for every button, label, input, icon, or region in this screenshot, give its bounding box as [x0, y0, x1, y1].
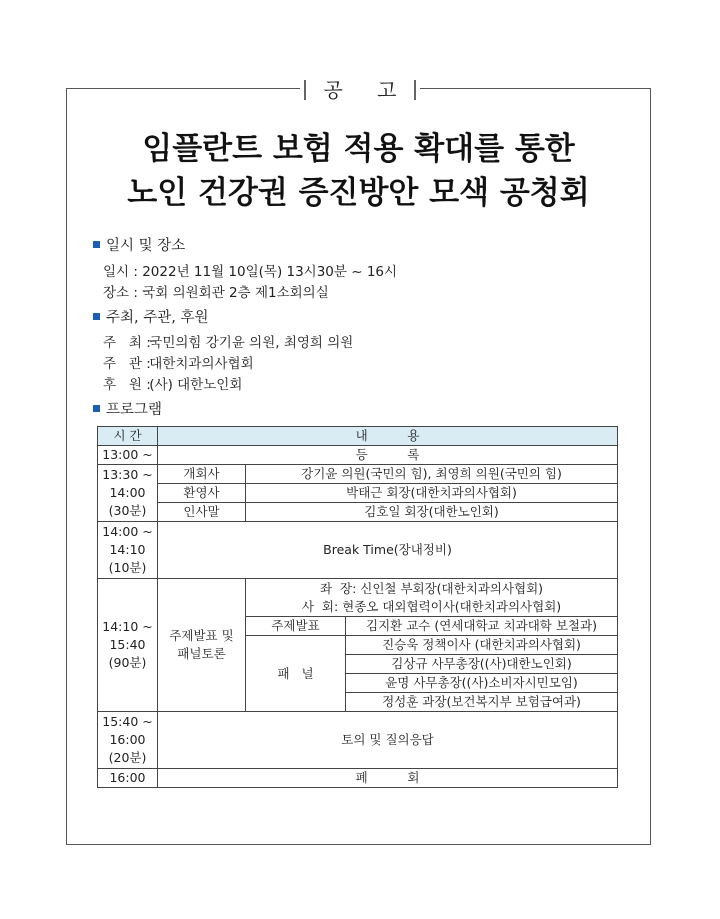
topic-label: 주제발표	[246, 617, 346, 636]
title-line-1: 임플란트 보험 적용 확대를 통한	[142, 131, 575, 167]
row-registration-time: 13:00 ~	[98, 446, 158, 465]
date-value: 2022년 11월 10일(목) 13시30분 ~ 16시	[142, 264, 398, 280]
host-line	[103, 331, 353, 351]
section-heading-text: 프로그램	[106, 402, 163, 418]
panel-member: 정성훈 과장(보건복지부 보험급여과)	[346, 693, 618, 712]
host-value: 국민의힘 강기윤 의원, 최영희 의원	[149, 335, 354, 351]
date-line	[103, 260, 397, 280]
organizer-line	[103, 352, 254, 372]
session-title: 주제발표 및 패널토론	[158, 579, 246, 712]
program-table	[97, 426, 618, 788]
sponsor-value: (사) 대한노인회	[149, 377, 243, 393]
bullet-square-icon	[93, 405, 100, 412]
panel-member: 윤명 사무총장((사)소비자시민모임)	[346, 674, 618, 693]
opening-role: 개회사	[158, 465, 246, 484]
row-closing-time: 16:00	[98, 769, 158, 788]
session-chair: 좌 장: 신인철 부회장(대한치과의사협회)	[319, 580, 544, 596]
section-host-heading	[93, 306, 208, 327]
section-datetime-heading	[93, 234, 185, 255]
row-opening-time: 13:30 ~ 14:00 (30분)	[98, 465, 158, 522]
row-closing-content: 폐 회	[158, 769, 618, 788]
host-label: 주 최 :	[103, 335, 151, 351]
row-discussion-time: 15:40 ~ 16:00 (20분)	[98, 712, 158, 769]
header-content: 내 용	[158, 427, 618, 446]
organizer-label: 주 관 :	[103, 356, 151, 372]
place-line	[103, 281, 329, 301]
panel-member: 김상규 사무총장((사)대한노인회)	[346, 655, 618, 674]
bullet-square-icon	[93, 313, 100, 320]
panel-label: 패 널	[246, 636, 346, 712]
section-heading-text: 일시 및 장소	[106, 238, 186, 254]
opening-speaker: 강기윤 의원(국민의 힘), 최영희 의원(국민의 힘)	[246, 465, 618, 484]
bullet-square-icon	[93, 241, 100, 248]
place-value: 국회 의원회관 2층 제1소회의실	[142, 285, 329, 301]
topic-presenter: 김지환 교수 (연세대학교 치과대학 보철과)	[346, 617, 618, 636]
sponsor-line	[103, 373, 242, 393]
row-break-content: Break Time(장내정비)	[158, 522, 618, 579]
session-chair-mc	[246, 579, 618, 617]
organizer-value: 대한치과의사협회	[149, 356, 254, 372]
welcome-speaker: 박태근 회장(대한치과의사협회)	[246, 484, 618, 503]
section-program-heading	[93, 398, 162, 419]
date-label: 일시 :	[103, 264, 138, 280]
header-time: 시 간	[98, 427, 158, 446]
welcome-role: 환영사	[158, 484, 246, 503]
row-discussion-content: 토의 및 질의응답	[158, 712, 618, 769]
row-session-time: 14:10 ~ 15:40 (90분)	[98, 579, 158, 712]
badge-text: 공 고	[323, 78, 411, 102]
row-break-time: 14:00 ~ 14:10 (10분)	[98, 522, 158, 579]
greeting-speaker: 김호일 회장(대한노인회)	[246, 503, 618, 522]
sponsor-label: 후 원 :	[103, 377, 151, 393]
section-heading-text: 주최, 주관, 후원	[106, 310, 209, 326]
place-label: 장소 :	[103, 285, 138, 301]
notice-badge	[300, 76, 420, 102]
title-line-2: 노인 건강권 증진방안 모색 공청회	[127, 175, 590, 211]
panel-member: 진승욱 정책이사 (대한치과의사협회)	[346, 636, 618, 655]
session-mc: 사 회: 현종오 대외협력이사(대한치과의사협회)	[301, 598, 562, 614]
greeting-role: 인사말	[158, 503, 246, 522]
row-registration-content: 등 록	[158, 446, 618, 465]
